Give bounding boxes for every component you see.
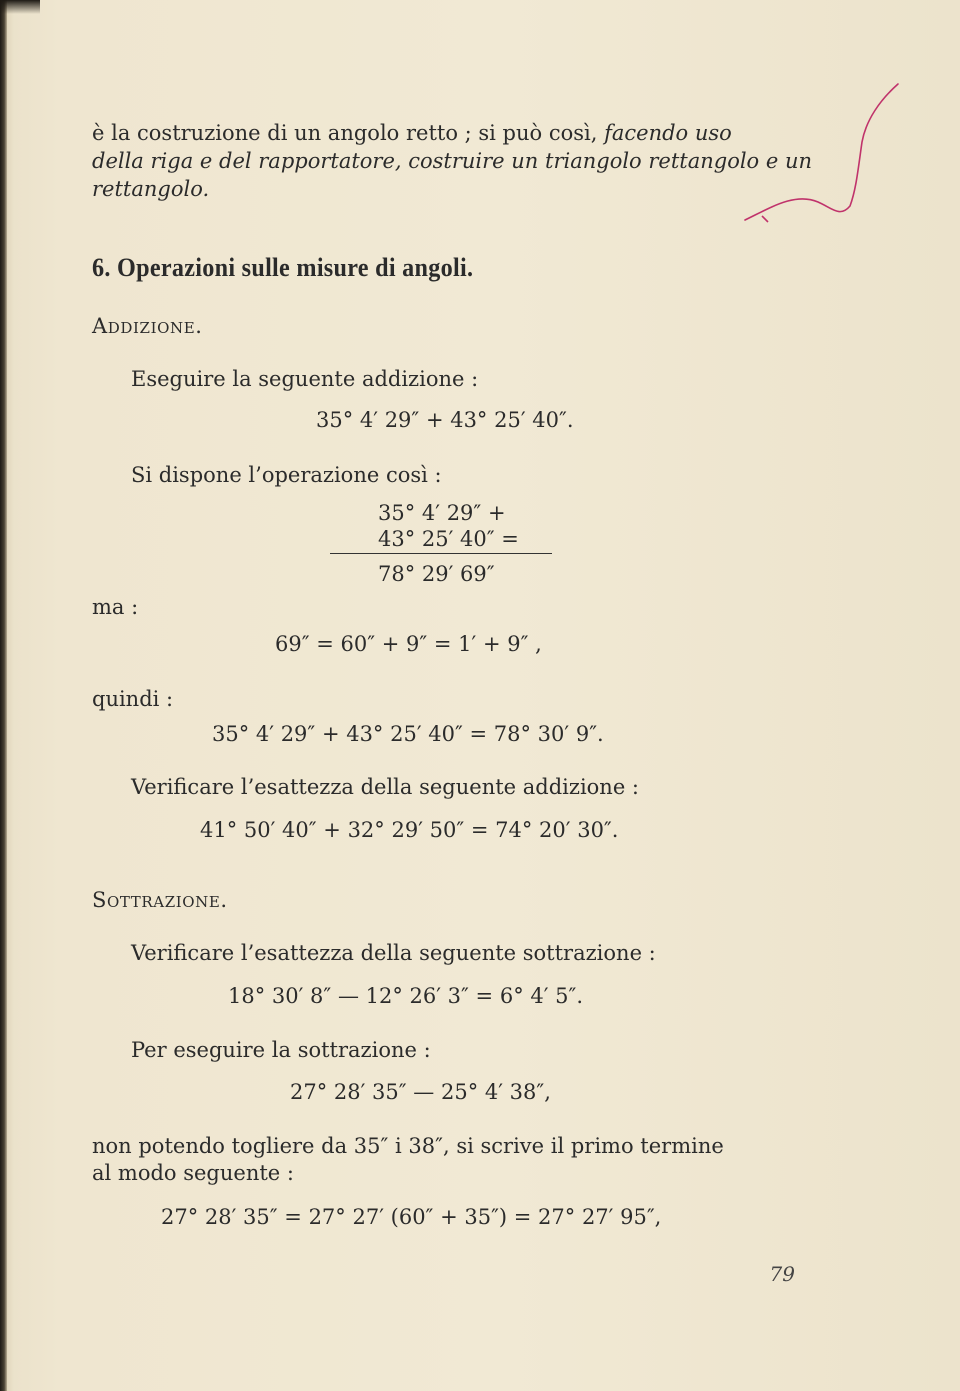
sum-rule (330, 553, 552, 554)
page-corner-shadow (0, 0, 40, 14)
quindi-label: quindi : (92, 687, 174, 711)
conversion-line: 69″ = 60″ + 9″ = 1′ + 9″ , (275, 632, 542, 656)
sottrazione-expression: 27° 28′ 35″ — 25° 4′ 38″, (290, 1080, 551, 1104)
sottrazione-text-line-1: non potendo togliere da 35″ i 38″, si scrive il primo termine (92, 1134, 724, 1158)
section-heading: 6. Operazioni sulle misure di angoli. (92, 253, 474, 282)
column-result: 78° 29′ 69″ (378, 562, 495, 586)
addizione-final: 35° 4′ 29″ + 43° 25′ 40″ = 78° 30′ 9″. (212, 722, 604, 746)
page-spine-shadow (0, 0, 7, 1391)
intro-line-1-italic: facendo uso (604, 121, 732, 145)
page-number: 79 (769, 1262, 795, 1286)
addizione-verify-expression: 41° 50′ 40″ + 32° 29′ 50″ = 74° 20′ 30″. (200, 818, 619, 842)
ma-label: ma : (92, 595, 139, 619)
column-row-2: 43° 25′ 40″ = (378, 527, 519, 551)
pen-check-mark (740, 80, 900, 240)
intro-line-1-plain: è la costruzione di un angolo retto ; si può così, (92, 121, 605, 145)
sottrazione-per-eseguire: Per eseguire la sottrazione : (131, 1038, 431, 1062)
sottrazione-verify-expression: 18° 30′ 8″ — 12° 26′ 3″ = 6° 4′ 5″. (228, 984, 584, 1008)
intro-line-3: rettangolo. (92, 177, 210, 201)
addizione-instruction: Eseguire la seguente addizione : (131, 367, 479, 391)
sottrazione-verify-instruction: Verificare l’esattezza della seguente sottrazione : (131, 941, 656, 965)
sottrazione-rewrite: 27° 28′ 35″ = 27° 27′ (60″ + 35″) = 27° 27′ 95″, (161, 1205, 662, 1229)
addizione-title: Addizione. (92, 314, 203, 338)
addizione-verify-instruction: Verificare l’esattezza della seguente addizione : (131, 775, 640, 799)
addizione-dispone: Si dispone l’operazione così : (131, 463, 442, 487)
column-row-1: 35° 4′ 29″ + (378, 501, 506, 525)
addizione-expression: 35° 4′ 29″ + 43° 25′ 40″. (316, 408, 574, 432)
sottrazione-title: Sottrazione. (92, 888, 228, 912)
intro-line-1 (92, 120, 732, 146)
intro-line-2: della riga e del rapportatore, costruire un triangolo rettangolo e un (92, 149, 813, 173)
sottrazione-text-line-2: al modo seguente : (92, 1161, 294, 1185)
